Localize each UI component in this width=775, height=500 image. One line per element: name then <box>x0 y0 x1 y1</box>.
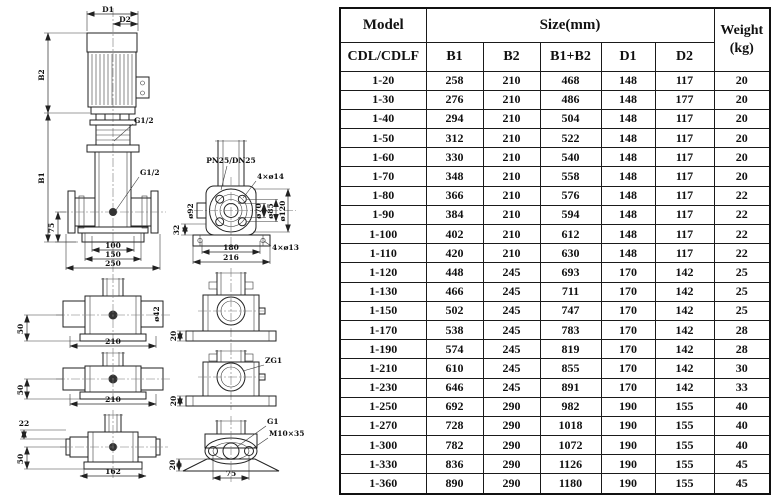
value-cell: 312 <box>426 129 483 148</box>
value-cell: 210 <box>483 167 540 186</box>
value-cell: 711 <box>540 282 601 301</box>
value-cell: 155 <box>655 416 714 435</box>
value-cell: 210 <box>483 71 540 90</box>
value-cell: 155 <box>655 436 714 455</box>
value-cell: 170 <box>601 263 655 282</box>
value-cell: 245 <box>483 301 540 320</box>
value-cell: 1018 <box>540 416 601 435</box>
header-size: Size(mm) <box>426 8 714 42</box>
value-cell: 170 <box>601 359 655 378</box>
header-weight-line2: (kg) <box>729 40 754 56</box>
value-cell: 28 <box>714 320 770 339</box>
table-row <box>340 148 770 167</box>
model-cell: 1-50 <box>340 129 426 148</box>
header-model: Model <box>340 8 426 42</box>
dim-180-label: 180 <box>223 243 239 252</box>
value-cell: 117 <box>655 129 714 148</box>
value-cell: 245 <box>483 378 540 397</box>
value-cell: 348 <box>426 167 483 186</box>
model-cell: 1-150 <box>340 301 426 320</box>
value-cell: 170 <box>601 301 655 320</box>
dia42-label: ø42 <box>152 306 161 322</box>
model-cell: 1-250 <box>340 397 426 416</box>
port-view-a <box>16 274 170 348</box>
value-cell: 142 <box>655 359 714 378</box>
value-cell: 210 <box>483 205 540 224</box>
value-cell: 142 <box>655 378 714 397</box>
m10x35-label: M10×35 <box>269 429 305 438</box>
value-cell: 148 <box>601 129 655 148</box>
dim-250-label: 250 <box>105 259 121 268</box>
table-row <box>340 205 770 224</box>
value-cell: 210 <box>483 109 540 128</box>
table-row <box>340 320 770 339</box>
view-e-dim-20: 20 <box>169 395 178 407</box>
flange-top-view <box>172 140 299 264</box>
table-row <box>340 397 770 416</box>
value-cell: 836 <box>426 455 483 474</box>
value-cell: 45 <box>714 455 770 474</box>
value-cell: 148 <box>601 167 655 186</box>
value-cell: 155 <box>655 474 714 494</box>
value-cell: 384 <box>426 205 483 224</box>
view-b-dim-210: 210 <box>105 395 121 404</box>
value-cell: 522 <box>540 129 601 148</box>
value-cell: 783 <box>540 320 601 339</box>
view-c-dim-22: 22 <box>18 419 30 428</box>
port-view-b <box>16 348 170 406</box>
port-view-c <box>16 410 168 478</box>
value-cell: 258 <box>426 71 483 90</box>
value-cell: 25 <box>714 282 770 301</box>
side-view-e <box>169 346 282 410</box>
value-cell: 646 <box>426 378 483 397</box>
view-c-dim-50: 50 <box>16 453 25 465</box>
value-cell: 782 <box>426 436 483 455</box>
value-cell: 610 <box>426 359 483 378</box>
model-cell: 1-20 <box>340 71 426 90</box>
value-cell: 20 <box>714 90 770 109</box>
table-body <box>340 71 770 494</box>
value-cell: 290 <box>483 455 540 474</box>
main-front-view <box>37 5 166 272</box>
dim-d2-label: D2 <box>119 15 131 24</box>
value-cell: 855 <box>540 359 601 378</box>
value-cell: 117 <box>655 186 714 205</box>
model-cell: 1-110 <box>340 244 426 263</box>
model-cell: 1-360 <box>340 474 426 494</box>
value-cell: 117 <box>655 71 714 90</box>
value-cell: 142 <box>655 301 714 320</box>
pn-label: PN25/DN25 <box>206 156 256 165</box>
dim-d1-label: D1 <box>102 5 114 14</box>
value-cell: 594 <box>540 205 601 224</box>
pump-dimension-drawing <box>0 0 338 500</box>
value-cell: 576 <box>540 186 601 205</box>
model-cell: 1-70 <box>340 167 426 186</box>
value-cell: 466 <box>426 282 483 301</box>
view-b-dim-50: 50 <box>16 384 25 396</box>
dim-100-label: 100 <box>105 241 121 250</box>
value-cell: 170 <box>601 282 655 301</box>
value-cell: 612 <box>540 225 601 244</box>
value-cell: 20 <box>714 167 770 186</box>
value-cell: 142 <box>655 263 714 282</box>
drain-port <box>109 208 117 216</box>
value-cell: 117 <box>655 244 714 263</box>
table-row <box>340 71 770 90</box>
table-row <box>340 378 770 397</box>
table-row <box>340 359 770 378</box>
model-cell: 1-130 <box>340 282 426 301</box>
header-col-b2: B2 <box>483 42 540 71</box>
model-cell: 1-330 <box>340 455 426 474</box>
value-cell: 148 <box>601 148 655 167</box>
value-cell: 155 <box>655 397 714 416</box>
value-cell: 366 <box>426 186 483 205</box>
value-cell: 117 <box>655 109 714 128</box>
view-f-dim-20: 20 <box>168 459 177 471</box>
header-weight-line1: Weight <box>720 23 764 39</box>
holes-4x14-label: 4×ø14 <box>257 172 284 181</box>
value-cell: 22 <box>714 225 770 244</box>
table-row <box>340 263 770 282</box>
value-cell: 819 <box>540 340 601 359</box>
value-cell: 891 <box>540 378 601 397</box>
value-cell: 290 <box>483 436 540 455</box>
value-cell: 982 <box>540 397 601 416</box>
value-cell: 45 <box>714 474 770 494</box>
model-cell: 1-100 <box>340 225 426 244</box>
model-cell: 1-270 <box>340 416 426 435</box>
value-cell: 574 <box>426 340 483 359</box>
value-cell: 22 <box>714 244 770 263</box>
value-cell: 290 <box>483 474 540 494</box>
view-a-dim-50: 50 <box>16 323 25 335</box>
value-cell: 33 <box>714 378 770 397</box>
value-cell: 190 <box>601 416 655 435</box>
view-d-dim-20: 20 <box>169 330 178 342</box>
value-cell: 728 <box>426 416 483 435</box>
value-cell: 170 <box>601 320 655 339</box>
value-cell: 40 <box>714 436 770 455</box>
dimension-table-container <box>339 7 769 495</box>
table-row <box>340 90 770 109</box>
value-cell: 142 <box>655 282 714 301</box>
value-cell: 148 <box>601 71 655 90</box>
value-cell: 1072 <box>540 436 601 455</box>
value-cell: 190 <box>601 474 655 494</box>
dim-216-label: 216 <box>223 253 239 262</box>
value-cell: 117 <box>655 148 714 167</box>
table-row <box>340 455 770 474</box>
dim-150-label: 150 <box>105 250 121 259</box>
value-cell: 210 <box>483 186 540 205</box>
model-cell: 1-210 <box>340 359 426 378</box>
table-row <box>340 436 770 455</box>
value-cell: 142 <box>655 340 714 359</box>
g1-label: G1 <box>267 417 279 426</box>
value-cell: 170 <box>601 378 655 397</box>
value-cell: 148 <box>601 109 655 128</box>
table-row <box>340 474 770 494</box>
dia70-label: ø70 <box>254 203 263 219</box>
value-cell: 142 <box>655 320 714 339</box>
value-cell: 504 <box>540 109 601 128</box>
model-cell: 1-120 <box>340 263 426 282</box>
side-view-d <box>169 268 276 346</box>
value-cell: 1180 <box>540 474 601 494</box>
value-cell: 117 <box>655 167 714 186</box>
dim-b2-label: B2 <box>37 69 46 81</box>
value-cell: 177 <box>655 90 714 109</box>
value-cell: 402 <box>426 225 483 244</box>
value-cell: 245 <box>483 340 540 359</box>
value-cell: 117 <box>655 225 714 244</box>
g12-top-label: G1/2 <box>134 116 154 125</box>
value-cell: 117 <box>655 205 714 224</box>
value-cell: 25 <box>714 263 770 282</box>
value-cell: 693 <box>540 263 601 282</box>
view-c-dim-162: 162 <box>105 467 121 476</box>
table-row <box>340 109 770 128</box>
view-a-dim-210: 210 <box>105 337 121 346</box>
value-cell: 22 <box>714 186 770 205</box>
dim-b1-label: B1 <box>37 172 46 184</box>
value-cell: 40 <box>714 397 770 416</box>
value-cell: 540 <box>540 148 601 167</box>
value-cell: 148 <box>601 225 655 244</box>
dim-75-label: 75 <box>47 222 56 234</box>
value-cell: 30 <box>714 359 770 378</box>
value-cell: 448 <box>426 263 483 282</box>
value-cell: 148 <box>601 205 655 224</box>
table-row <box>340 225 770 244</box>
table-row <box>340 167 770 186</box>
header-col-b1: B1 <box>426 42 483 71</box>
value-cell: 276 <box>426 90 483 109</box>
value-cell: 245 <box>483 320 540 339</box>
header-weight <box>714 8 770 71</box>
value-cell: 155 <box>655 455 714 474</box>
header-model-sub: CDL/CDLF <box>340 42 426 71</box>
model-cell: 1-40 <box>340 109 426 128</box>
table-row <box>340 301 770 320</box>
value-cell: 22 <box>714 205 770 224</box>
value-cell: 170 <box>601 340 655 359</box>
g12-mid-label: G1/2 <box>140 168 160 177</box>
table-row <box>340 282 770 301</box>
model-cell: 1-190 <box>340 340 426 359</box>
value-cell: 486 <box>540 90 601 109</box>
value-cell: 294 <box>426 109 483 128</box>
value-cell: 28 <box>714 340 770 359</box>
table-row <box>340 186 770 205</box>
value-cell: 245 <box>483 263 540 282</box>
value-cell: 148 <box>601 186 655 205</box>
table-row <box>340 340 770 359</box>
header-col-d2: D2 <box>655 42 714 71</box>
value-cell: 20 <box>714 148 770 167</box>
value-cell: 20 <box>714 129 770 148</box>
table-row <box>340 416 770 435</box>
value-cell: 190 <box>601 436 655 455</box>
value-cell: 420 <box>426 244 483 263</box>
table-row <box>340 129 770 148</box>
dimension-table <box>339 7 771 495</box>
value-cell: 468 <box>540 71 601 90</box>
value-cell: 290 <box>483 397 540 416</box>
value-cell: 890 <box>426 474 483 494</box>
model-cell: 1-60 <box>340 148 426 167</box>
zg1-label: ZG1 <box>265 356 283 365</box>
value-cell: 692 <box>426 397 483 416</box>
value-cell: 747 <box>540 301 601 320</box>
header-col-d1: D1 <box>601 42 655 71</box>
dia92-label: ø92 <box>186 203 195 219</box>
value-cell: 40 <box>714 416 770 435</box>
value-cell: 148 <box>601 244 655 263</box>
value-cell: 538 <box>426 320 483 339</box>
oval-flange-view-f <box>168 416 304 482</box>
view-f-dim-75: 75 <box>225 469 237 478</box>
value-cell: 330 <box>426 148 483 167</box>
value-cell: 20 <box>714 109 770 128</box>
value-cell: 25 <box>714 301 770 320</box>
value-cell: 210 <box>483 129 540 148</box>
value-cell: 290 <box>483 416 540 435</box>
holes-4x13-label: 4×ø13 <box>272 243 299 252</box>
model-cell: 1-80 <box>340 186 426 205</box>
model-cell: 1-170 <box>340 320 426 339</box>
model-cell: 1-30 <box>340 90 426 109</box>
value-cell: 210 <box>483 244 540 263</box>
value-cell: 502 <box>426 301 483 320</box>
table-row <box>340 244 770 263</box>
value-cell: 148 <box>601 90 655 109</box>
value-cell: 20 <box>714 71 770 90</box>
value-cell: 210 <box>483 225 540 244</box>
value-cell: 558 <box>540 167 601 186</box>
value-cell: 630 <box>540 244 601 263</box>
dia120-label: ø120 <box>278 200 287 222</box>
value-cell: 190 <box>601 397 655 416</box>
value-cell: 210 <box>483 90 540 109</box>
value-cell: 1126 <box>540 455 601 474</box>
value-cell: 245 <box>483 282 540 301</box>
model-cell: 1-230 <box>340 378 426 397</box>
dia85-label: ø85 <box>266 203 275 219</box>
dim-32-label: 32 <box>172 224 181 236</box>
value-cell: 210 <box>483 148 540 167</box>
value-cell: 245 <box>483 359 540 378</box>
model-cell: 1-300 <box>340 436 426 455</box>
value-cell: 190 <box>601 455 655 474</box>
header-col-b1b2: B1+B2 <box>540 42 601 71</box>
model-cell: 1-90 <box>340 205 426 224</box>
